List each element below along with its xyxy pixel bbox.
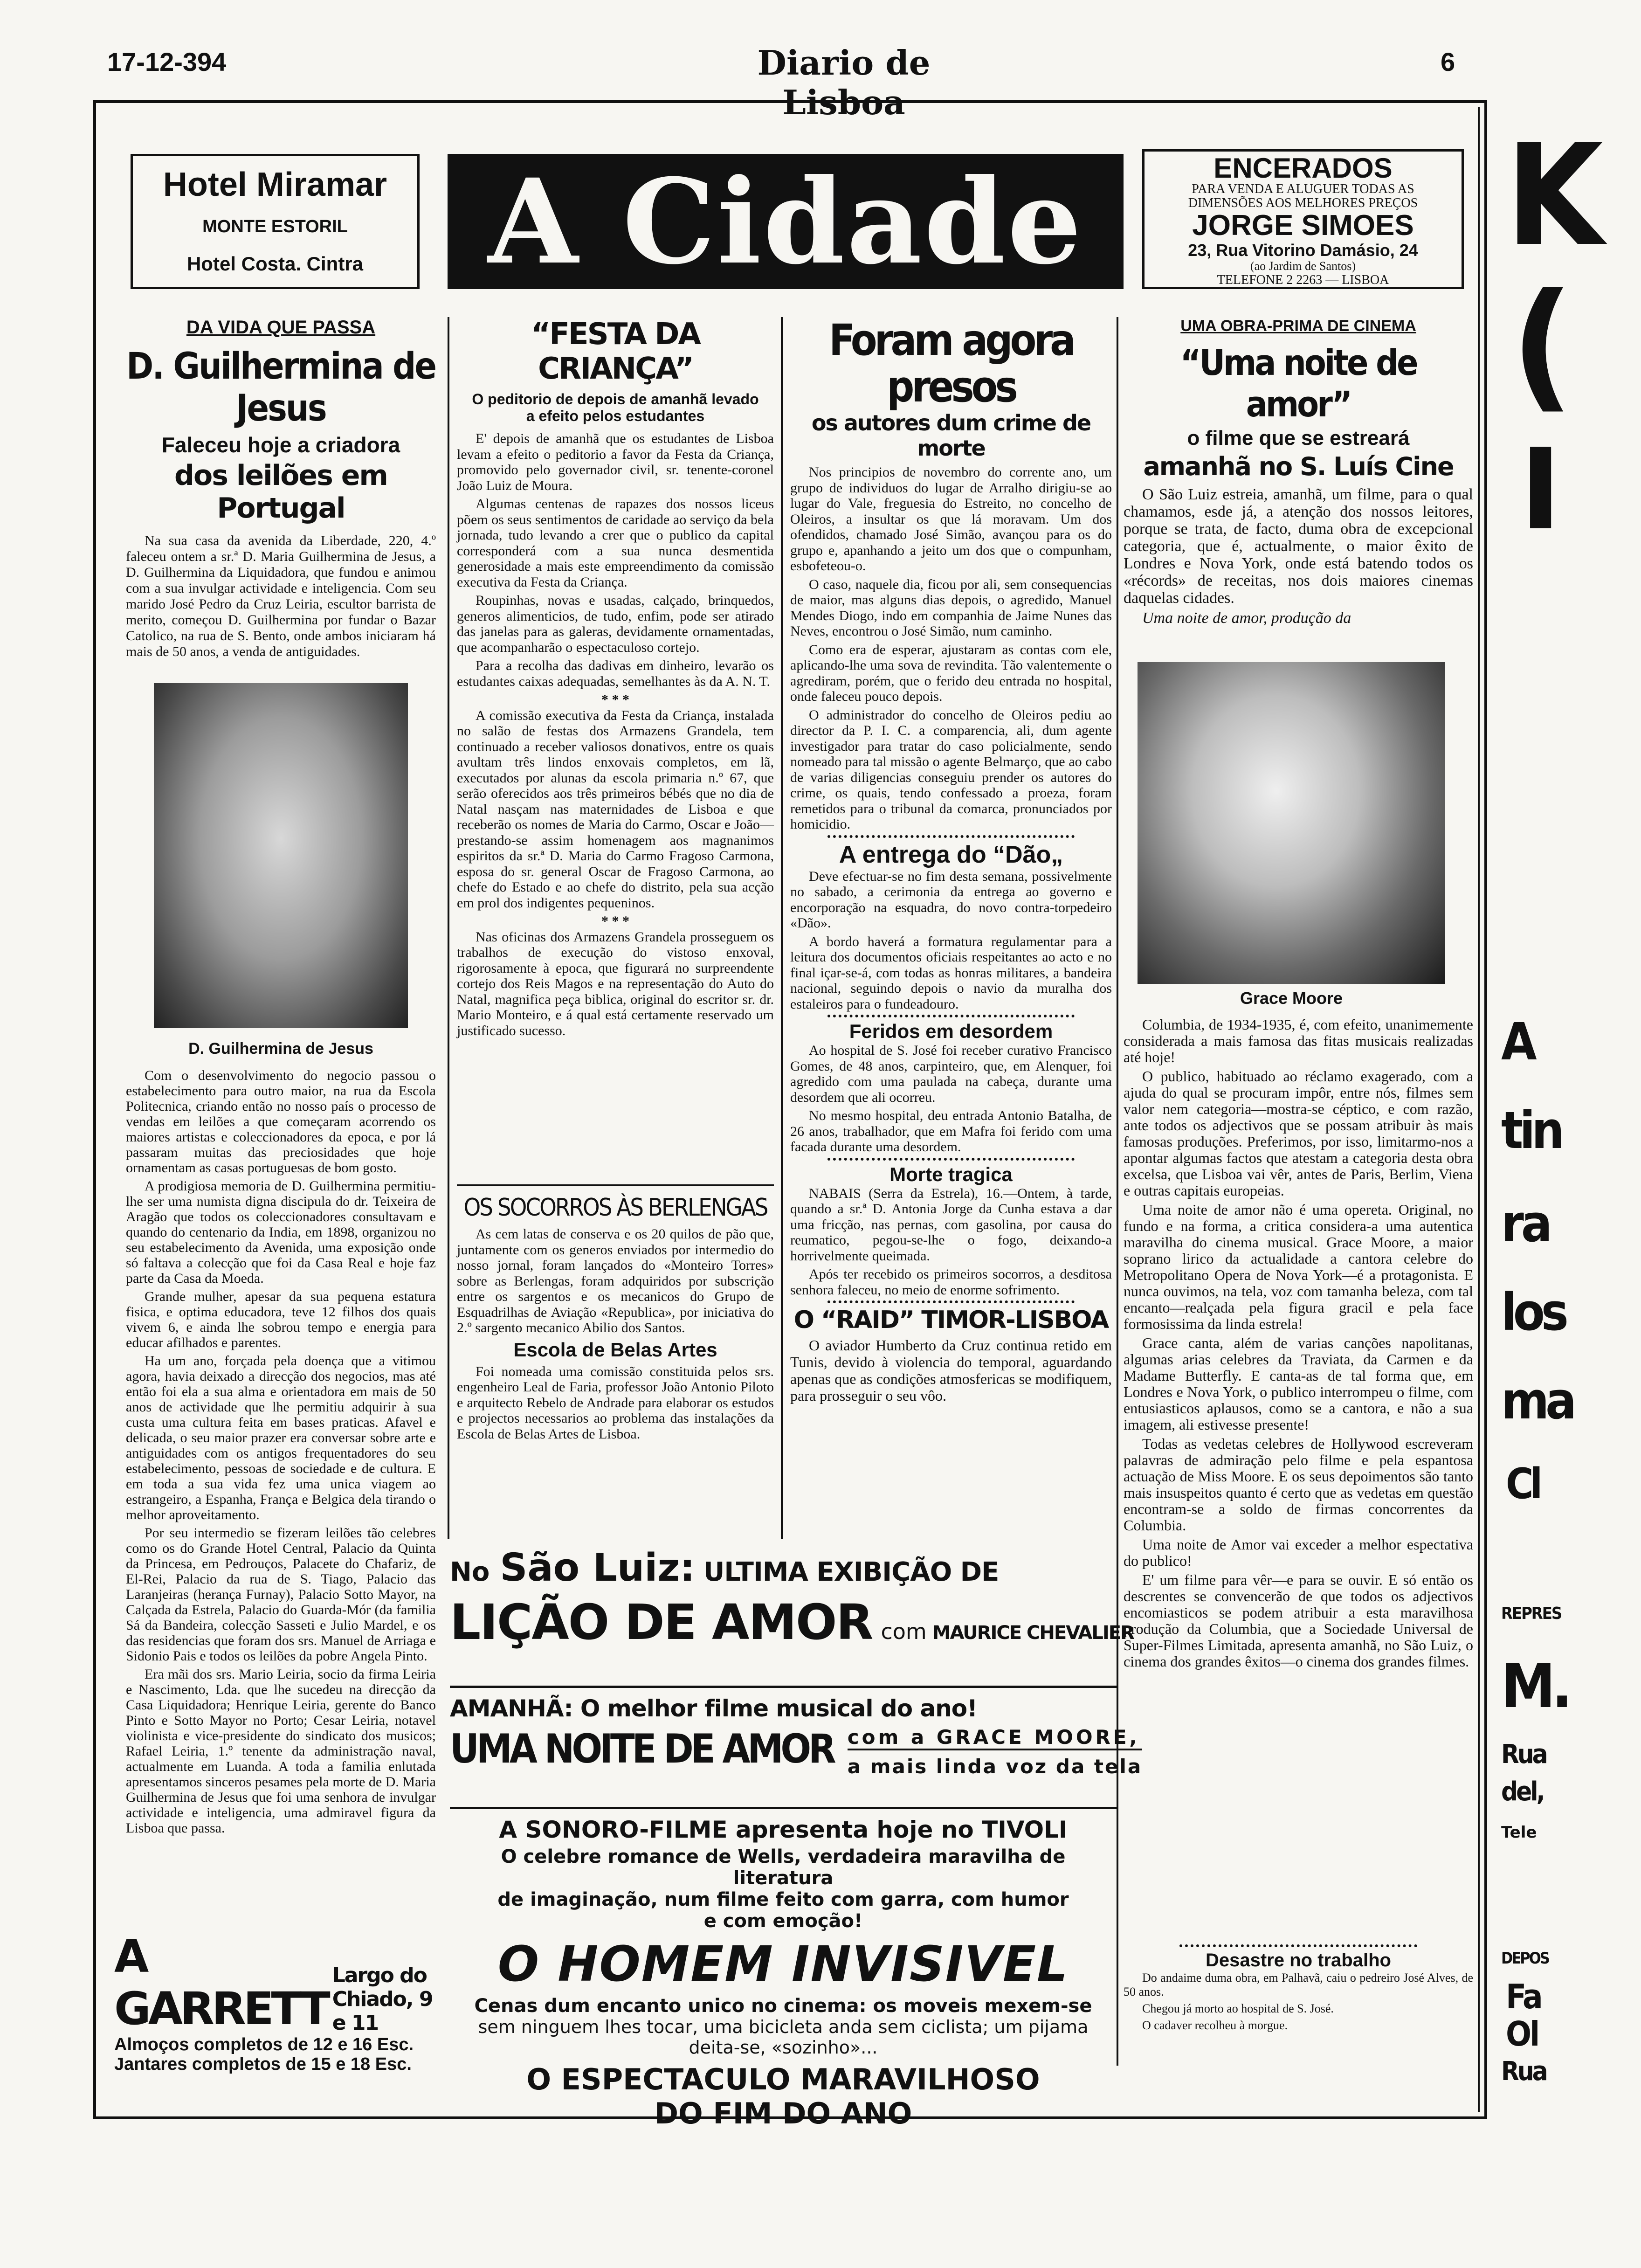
cinema-p8: E' um filme para vêr—e para se ouvir. E só então os descrentes se convencerão de que todos os adjectivos encomiasticos se podem atribuir a esta maravilhosa produção da Columbia, que a Sociedade Universal de Super-Filmes Limitada, apresenta amanhã, no São Luiz, o cinema dos grandes êxitos—o cinema dos grandes filmes. — [1124, 1571, 1473, 1670]
rule-berlengas — [457, 1184, 774, 1186]
column-rule-1 — [448, 317, 449, 1539]
column-festa — [457, 317, 774, 1041]
section-title: A Cidade — [488, 153, 1083, 290]
raid-headline: O “RAID” TIMOR-LISBOA — [793, 1306, 1109, 1334]
sao-luiz-prefix: No — [450, 1557, 490, 1587]
garrett-address: Largo do Chiado, 9 e 11 — [332, 1964, 433, 2035]
crime-headline: Foram agora presos — [828, 315, 1074, 412]
cinema-kicker: UMA OBRA-PRIMA DE CINEMA — [1180, 317, 1416, 335]
rule-dao — [827, 835, 1075, 838]
edge-frag-fa: Fa — [1506, 1977, 1541, 2016]
homem-invisivel-title: O HOMEM INVISIVEL — [497, 1936, 1069, 1992]
encerados-line2: DIMENSÕES AOS MELHORES PREÇOS — [1188, 196, 1418, 210]
desastre-headline: Desastre no trabalho — [1206, 1950, 1391, 1971]
morte-headline: Morte tragica — [889, 1163, 1013, 1185]
newspaper-name: Diario de Lisboa — [757, 43, 931, 122]
wells-line-3: e com emoção! — [703, 1910, 863, 1932]
cinema-headline: “Uma noite de amor” — [1180, 342, 1417, 425]
desastre-block — [1124, 1944, 1473, 2035]
cenas-line-3: deita-se, «sozinho»... — [689, 2037, 878, 2058]
hotel-line: Hotel Costa. Cintra — [186, 253, 364, 275]
grace-moore-photo — [1138, 662, 1445, 984]
berlengas-p1: As cem latas de conserva e os 20 quilos de pão que, juntamente com os generos enviados por intermedio do nosso jornal, foram lançados do «Monteiro Torres» sobre as Berlengas, foram adquiridos por subscrição entre os sargentos e os mecanicos do Grupo de Esquadrilhas de Aviação «Republica», por iniciativa do 2.º sargento mecanico Abilio dos Santos. — [457, 1226, 774, 1335]
festa-body — [457, 431, 774, 1038]
hotel-place: MONTE ESTORIL — [202, 217, 348, 236]
column-rule-2 — [781, 317, 783, 1539]
licao-de-amor-title: LIÇÃO DE AMOR — [450, 1594, 873, 1651]
festa-stars-2: * * * — [601, 913, 629, 929]
festa-p3: Roupinhas, novas e usadas, calçado, brinquedos, generos alimenticios, de tudo, enfim, pode ser atirado das janelas para as galeras, devidamente ornamentadas, que acompanharão o espectaculoso cortejo. — [457, 593, 774, 655]
obituary-intro — [126, 533, 436, 660]
crime-p3: Como era de esperar, ajustaram as contas com ele, aplicando-lhe uma sova de revindita. Tão valentemente o agrediram, porém, que o ferido deu entrada no hospital, onde faleceu pouco depois. — [790, 642, 1112, 704]
edge-frag-del: del, — [1501, 1777, 1544, 1807]
column-cinema — [1124, 317, 1473, 629]
dao-body — [790, 869, 1112, 1012]
desastre-p1: Do andaime duma obra, em Palhavã, caiu o pedreiro José Alves, de 50 anos. — [1124, 1971, 1473, 1998]
garrett-ad — [114, 1930, 450, 2074]
edge-letter-k: K — [1506, 114, 1604, 277]
sao-luiz-venue: São Luiz: — [500, 1546, 695, 1590]
belas-artes-body — [457, 1364, 774, 1442]
festa-headline: “FESTA DA CRIANÇA” — [531, 317, 700, 386]
cinema-p4: Uma noite de amor não é uma opereta. Original, no fundo e na forma, a critica considera-a uma autentica maravilha do cinema musical. Grace Moore, a maior soprano lirico da actualidade a cantora celebre do Metropolitano Opera de Nova York—é a protagonista. E nunca ouvimos, na tela, voz com tamanha beleza, com tal encanto—realçada pela figura gracil e pela face formosissima da linda estrela! — [1124, 1201, 1473, 1332]
hotel-name: Hotel Miramar — [163, 166, 387, 203]
cinema-p2: Columbia, de 1934-1935, é, com efeito, unanimemente considerada a mais famosa das fitas musicais realizadas até hoje! — [1124, 1016, 1473, 1065]
cinema-p7: Uma noite de Amor vai exceder a melhor espectativa do publico! — [1124, 1536, 1473, 1569]
obituary-p2: A prodigiosa memoria de D. Guilhermina permitiu-lhe ser uma numista digna discipula do dr. Teixeira de Aragão que todos os coleccionadores consultavam e quando do centenario da India, em 1898, organizou no seu estabelecimento da Avenida, uma exposição onde só faltava a colecção que foi da Casa Real e hoje faz parte da Casa da Moeda. — [126, 1178, 436, 1286]
edge-frag-depos: DEPOS — [1501, 1949, 1549, 1968]
uma-noite-title: UMA NOITE DE AMOR — [450, 1726, 834, 1772]
guilhermina-caption: D. Guilhermina de Jesus — [188, 1040, 373, 1058]
cinema-body — [1124, 1016, 1473, 1673]
encerados-title: ENCERADOS — [1214, 152, 1393, 184]
obituary-kicker: DA VIDA QUE PASSA — [186, 317, 376, 338]
edge-frag-repre: REPRES — [1501, 1604, 1562, 1623]
desastre-p3: O cadaver recolheu à morgue. — [1142, 2019, 1288, 2032]
obituary-p4: Ha um ano, forçada pela doença que a vitimou agora, havia deixado a direcção dos negocios, mas até então foi ela a sua alma e orientadora em mais de 50 anos de actividade que lhe permitiu adquirir à sua custa uma cultura feita em bases praticas. Afavel e delicada, o seu maior prazer era conversar sobre arte e antiguidades com os antigos frequentadores do seu estabelecimento, pessoas de sociedade e de cultura. E em toda a sua vida fez uma unica viagem ao estrangeiro, a Espanha, França e Belgica dela tirando o melhor aproveitamento. — [126, 1353, 436, 1522]
belas-artes-headline: Escola de Belas Artes — [513, 1338, 717, 1361]
cinema-ads — [450, 1546, 1143, 2130]
cinema-p3: O publico, habituado ao réclamo exagerado, com a ajuda do qual se procuram impôr, entre nós, filmes sem valor nem categoria—mostra-se céptico, e com razão, ante todos os adjectivos que se possam atribuir às mais famosas produções. Preferimos, por isso, limitarmo-nos a apontar algumas factos que atestam a categoria desta obra excelsa, que Lisboa vai vêr, antes de Paris, Berlim, Viena e outras capitais europeias. — [1124, 1068, 1473, 1199]
grace-moore-voice: a mais linda voz da tela — [847, 1755, 1143, 1778]
dao-headline: A entrega do “Dão„ — [839, 841, 1063, 868]
maurice-chevalier: MAURICE CHEVALIER — [932, 1622, 1134, 1644]
grace-moore-with: com a GRACE MOORE, — [848, 1726, 1142, 1750]
garrett-name: A GARRETT — [114, 1930, 328, 2035]
espectaculo-line-1: O ESPECTACULO MARAVILHOSO — [526, 2062, 1040, 2096]
obituary-intro-text: Na sua casa da avenida da Liberdade, 220, 4.º faleceu ontem a sr.ª D. Maria Guilhermina de Jesus, a D. Guilhermina da Liquidadora, que fundou e animou com a sua invulgar actividade e inteligencia. Com seu marido José Pedro da Cruz Leiria, escultor barrista de merito, começou D. Guilhermina por fundar o Bazar Catolico, na rua de S. Bento, onde ambos iniciaram há mais de 50 anos, a venda de antiguidades. — [126, 533, 436, 659]
desastre-body — [1124, 1971, 1473, 2033]
desastre-p2: Chegou já morto ao hospital de S. José. — [1142, 2002, 1334, 2015]
encerados-ad — [1142, 149, 1464, 289]
cinema-p6: Todas as vedetas celebres de Hollywood escreveram palavras de admiração pelo filme e pela espantosa actuação de Miss Moore. E os seus depoimentos são tanto mais insuspeitos quanto é certo que as vedetas em questão encontram-se a soldo de firmas concorrentes da Columbia. — [1124, 1435, 1473, 1534]
encerados-name: JORGE SIMOES — [1192, 209, 1414, 242]
encerados-phone: TELEFONE 2 2263 — LISBOA — [1217, 273, 1389, 287]
festa-p1: E' depois de amanhã que os estudantes de Lisboa levam a efeito o peditorio a favor da Festa da Criança, promovido pelo governador civil, sr. tenente-coronel João Luiz de Moura. — [457, 431, 774, 493]
cinema-p1: O São Luiz estreia, amanhã, um filme, para o qual chamamos, esde já, a atenção dos nossos leitores, porque se trata, de facto, duma obra de excepcional categoria, que é, actualmente, o maior êxito de Londres e Nova York, onde está batendo todos os «récords» de receitas, nos dois maiores cinemas daquelas cidades. — [1124, 486, 1473, 607]
edge-frag-ol: Ol — [1506, 2014, 1538, 2054]
crime-body — [790, 464, 1112, 832]
issue-date: 17-12-394 — [107, 47, 227, 76]
festa-deck: O peditorio de depois de amanhã levado a efeito pelos estudantes — [472, 391, 759, 424]
raid-p1: O aviador Humberto da Cruz continua retido em Tunis, devido à violencia do temporal, aguardando apenas que as condições atmosfericas se modifiquem, para prosseguir o seu vôo. — [790, 1337, 1112, 1404]
cinema-deck-1: o filme que se estreará — [1187, 427, 1410, 449]
rule-desastre — [1179, 1944, 1417, 1947]
festa-p5: A comissão executiva da Festa da Criança, instalada no salão de festas dos Armazens Grandela, tem continuado a receber valiosos donativos, entre os quais avultam três lindos enxovais completos, em lã, executados por alunas da escola primaria n.º 67, que serão oferecidos aos três primeiros bébés que no dia de Natal nasçam nas maternidades de Lisboa e que receberão os nomes de Maria do Carmo, Oscar e João—prestando-se assim homenagem aos magnanimos espiritos da sr.ª D. Maria do Carmo Fragoso Carmona, esposa do sr. general Oscar de Fragoso Carmona, ao chefe do Estado e ao chefe do distrito, pela sua acção em prol dos indigentes pequeninos. — [457, 707, 774, 911]
morte-body — [790, 1186, 1112, 1298]
encerados-line1: PARA VENDA E ALUGUER TODAS AS — [1192, 182, 1414, 196]
edge-frag-ma: ma — [1501, 1371, 1573, 1431]
crime-p2: O caso, naquele dia, ficou por ali, sem consequencias de maior, mas alguns dias depois, o agredido, Manuel Mendes Diogo, indo em companhia de Jaime Nunes das Neves, encontrou o José Simão, num caminho. — [790, 576, 1112, 639]
section-title-banner — [448, 154, 1124, 289]
obituary-p5: Por seu intermedio se fizeram leilões tão celebres como os do Grande Hotel Central, Palacio da Quinta da Princesa, em Pedrouços, Palacete do Chafariz, de El-Rei, Palacio da rua de S. Tiago, Palacio das Laranjeiras (herança Furnay), Palacio Sotto Mayor, na Calçada da Estrela, Palacio do Guarda-Mór (da familia Sá da Bandeira, colecção Sasseti e Julio Mardel, e os das residencias que foram dos srs. Manuel de Arriaga e Sidonio Pais e todos os leilões da pobre Angela Pinto. — [126, 1525, 436, 1664]
edge-frag-ra: ra — [1501, 1194, 1550, 1253]
edge-letter-c: ( — [1510, 263, 1575, 426]
festa-p6: Nas oficinas dos Armazens Grandela prosseguem os trabalhos de execução do vistoso enxoval, rigorosamente à epoca, que figurará no surpreendente cortejo dos Reis Magos e na representação do Auto do Natal, magnifica peça biblica, original do escritor sr. dr. Mario Monteiro, e á qual está certamente reservado um justificado sucesso. — [457, 929, 774, 1038]
obituary-deck-2: dos leilões em Portugal — [174, 459, 387, 525]
cenas-line-2: sem ninguem lhes tocar, uma bicicleta anda sem ciclista; um pijama — [478, 2017, 1089, 2037]
festa-p2: Algumas centenas de rapazes dos nossos liceus põem os seus sentimentos de caridade ao serviço da bela jornada, tudo levando a crer que o publico da capital corresponderá com a sua nunca desmentida generosidade a mais este empreendimento da comissão executiva da Festa da Criança. — [457, 496, 774, 590]
guilhermina-photo — [154, 683, 408, 1028]
wells-line-2: de imaginação, num filme feito com garra, com humor — [497, 1889, 1069, 1910]
grace-moore-caption: Grace Moore — [1240, 989, 1343, 1008]
obituary-deck-1: Faleceu hoje a criadora — [161, 433, 400, 457]
garrett-line1: Almoços completos de 12 e 16 Esc. — [114, 2035, 414, 2054]
column-rule-4 — [1478, 107, 1480, 2112]
edge-frag-m: M. — [1501, 1651, 1569, 1722]
dao-p1: Deve efectuar-se no fim desta semana, possivelmente no sabado, a cerimonia da entrega ao governo e encorporação na esquadra, do novo contra-torpedeiro «Dão». — [790, 868, 1112, 931]
sao-luiz-ad — [450, 1546, 1134, 1688]
sao-luiz-com: com — [881, 1619, 927, 1644]
morte-p1: NABAIS (Serra da Estrela), 16.—Ontem, à tarde, quando a sr.ª D. Antonia Jorge da Cunha estava a dar uma fricção, nas pernas, com gasolina, por causa do reumatico, pegou-se-lhe o fogo, deixando-a horrivelmente queimada. — [790, 1185, 1112, 1264]
obituary-p6: Era mãi dos srs. Mario Leiria, socio da firma Leiria e Nascimento, Lda. que lhe sucedeu na direcção da Casa Liquidadora; Henrique Leiria, gerente do Banco Pinto e Sotto Mayor no Porto; Cesar Leiria, notavel violinista e vice-presidente do sindicato dos musicos; Rafael Leiria, 1.º tenente da administração naval, actualmente em Luanda. A toda a familia enlutada apresentamos sinceros pesames pela morte de D. Maria Guilhermina de Jesus que foi uma senhora de invulgar actividade e inteligencia, uma admiravel figura da Lisboa que passa. — [126, 1666, 436, 1836]
crime-p4: O administrador do concelho de Oleiros pediu ao director da P. I. C. a comparencia, ali, dum agente investigador para tratar do caso policialmente, sendo nomeado para tal missão o agente Belmarço, que ao cabo de varias diligencias conseguiu prender os autores do crime, os quais, tendo confessado a proeza, foram remetidos para o tribunal da comarca, pronunciados por homicidio. — [790, 707, 1112, 832]
obituary-p1: Com o desenvolvimento do negocio passou o estabelecimento para outro maior, na rua da Escola Politecnica, criando então no nosso país o processo de vendas em leilões a que começaram acorrendo os maiores artistas e coleccionadores da epoca, e por lá passaram muitas das preciosidades que hoje ornamentam as casas portuguesas de bom gosto. — [126, 1068, 436, 1175]
adjacent-page-strip — [1492, 107, 1632, 2112]
morte-p2: Após ter recebido os primeiros socorros, a desditosa senhora faleceu, no meio de enorme sofrimento. — [790, 1266, 1112, 1298]
edge-frag-los: los — [1501, 1282, 1565, 1342]
obituary-headline: D. Guilhermina de Jesus — [126, 346, 435, 429]
column-obituary — [126, 317, 436, 663]
feridos-body — [790, 1043, 1112, 1155]
edge-frag-tin: tin — [1501, 1100, 1561, 1160]
page-number: 6 — [1441, 47, 1455, 76]
homem-invisivel-ad — [450, 1816, 1117, 2130]
uma-noite-line: AMANHÃ: O melhor filme musical do ano! — [450, 1695, 977, 1722]
edge-frag-rua: Rua — [1501, 1739, 1546, 1770]
sao-luiz-text: ULTIMA EXIBIÇÃO DE — [703, 1557, 999, 1587]
raid-body — [790, 1337, 1112, 1404]
uma-noite-ad — [450, 1695, 1143, 1809]
dao-p2: A bordo haverá a formatura regulamentar para a leitura dos documentos oficiais respeitantes ao acto e no final içar-se-á, com todas as honras militares, a bandeira nacional, seguindo depois o navio da muralha dos estaleiros para o fundeadouro. — [790, 933, 1112, 1012]
feridos-headline: Feridos em desordem — [849, 1020, 1053, 1042]
crime-p1: Nos principios de novembro do corrente ano, um grupo de individuos do lugar de Arralho dirigiu-se ao lugar do Vale, freguesia do Estreito, no concelho de Oleiros, a insultar os que lá moravam. Um dos ofendidos, chamado José Simão, avançou para os do grupo e, apanhando a jeito um dos que o compunham, esbofeteou-o. — [790, 464, 1112, 574]
tivoli-line: A SONORO-FILME apresenta hoje no TIVOLI — [499, 1816, 1068, 1843]
edge-frag-rua-2: Rua — [1501, 2056, 1546, 2087]
edge-frag-ci: Cl — [1506, 1459, 1539, 1508]
column-berlengas — [457, 1194, 774, 1445]
hotel-ad — [131, 154, 420, 289]
feridos-p2: No mesmo hospital, deu entrada Antonio Batalha, de 26 anos, trabalhador, que em Mafra foi ferido com uma facada durante uma desordem. — [790, 1108, 1112, 1155]
crime-deck: os autores dum crime de morte — [811, 410, 1091, 461]
cinema-p5: Grace canta, além de varias canções napolitanas, algumas arias celebres da Traviata, da Carmen e da Madame Butterfly. E canta-as de tal forma que, em Londres e Nova York, o publico interrompeu o filme, com entusiasticos aplausos, como se a cantora, e não a sua imagem, ali estivesse presente! — [1124, 1335, 1473, 1433]
berlengas-body — [457, 1226, 774, 1336]
edge-frag-a: A — [1501, 1012, 1537, 1072]
cinema-intro — [1124, 486, 1473, 627]
garrett-line2: Jantares completos de 15 e 18 Esc. — [114, 2054, 412, 2074]
cinema-p1b: Uma noite de amor, produção da — [1142, 609, 1351, 627]
rule-feridos — [827, 1015, 1075, 1017]
obituary-body — [126, 1068, 436, 1839]
belas-artes-p1: Foi nomeada uma comissão constituida pelos srs. engenheiro Leal de Faria, professor João Antonio Piloto e arquitecto Rebelo de Andrade para elaborar os estudos e projectos necessarios ao problema das instalações da Escola de Belas Artes de Lisboa. — [457, 1363, 774, 1442]
rule-morte — [827, 1158, 1075, 1161]
encerados-near: (ao Jardim de Santos) — [1250, 259, 1356, 273]
rule-raid — [827, 1300, 1075, 1303]
encerados-address: 23, Rua Vitorino Damásio, 24 — [1188, 241, 1418, 260]
obituary-p3: Grande mulher, apesar da sua pequena estatura fisica, e optima educadora, teve 12 filhos dos quais vivem 6, e ainda lhe sobrou tempo e energia para educar afilhados e parentes. — [126, 1289, 436, 1350]
festa-p4: Para a recolha das dadivas em dinheiro, levarão os estudantes caixas adequadas, semelhantes às da A. N. T. — [457, 658, 774, 689]
cenas-line-1: Cenas dum encanto unico no cinema: os moveis mexem-se — [474, 1995, 1092, 2017]
edge-frag-tele: Tele — [1501, 1823, 1537, 1842]
espectaculo-line-2: DO FIM DO ANO — [654, 2096, 912, 2130]
edge-letter-i: I — [1520, 424, 1562, 555]
feridos-p1: Ao hospital de S. José foi receber curativo Francisco Gomes, de 48 anos, carpinteiro, que, em Alenquer, foi agredido com uma paulada na cabeça, durante uma desordem que ali ocorreu. — [790, 1043, 1112, 1105]
festa-stars-1: * * * — [601, 692, 629, 707]
berlengas-headline: OS SOCORROS ÀS BERLENGAS — [463, 1194, 767, 1222]
wells-line-1: O celebre romance de Wells, verdadeira maravilha de literatura — [501, 1846, 1066, 1889]
cinema-deck-2: amanhã no S. Luís Cine — [1143, 452, 1454, 481]
column-crime — [790, 317, 1112, 1407]
column-rule-3 — [1117, 317, 1118, 2066]
